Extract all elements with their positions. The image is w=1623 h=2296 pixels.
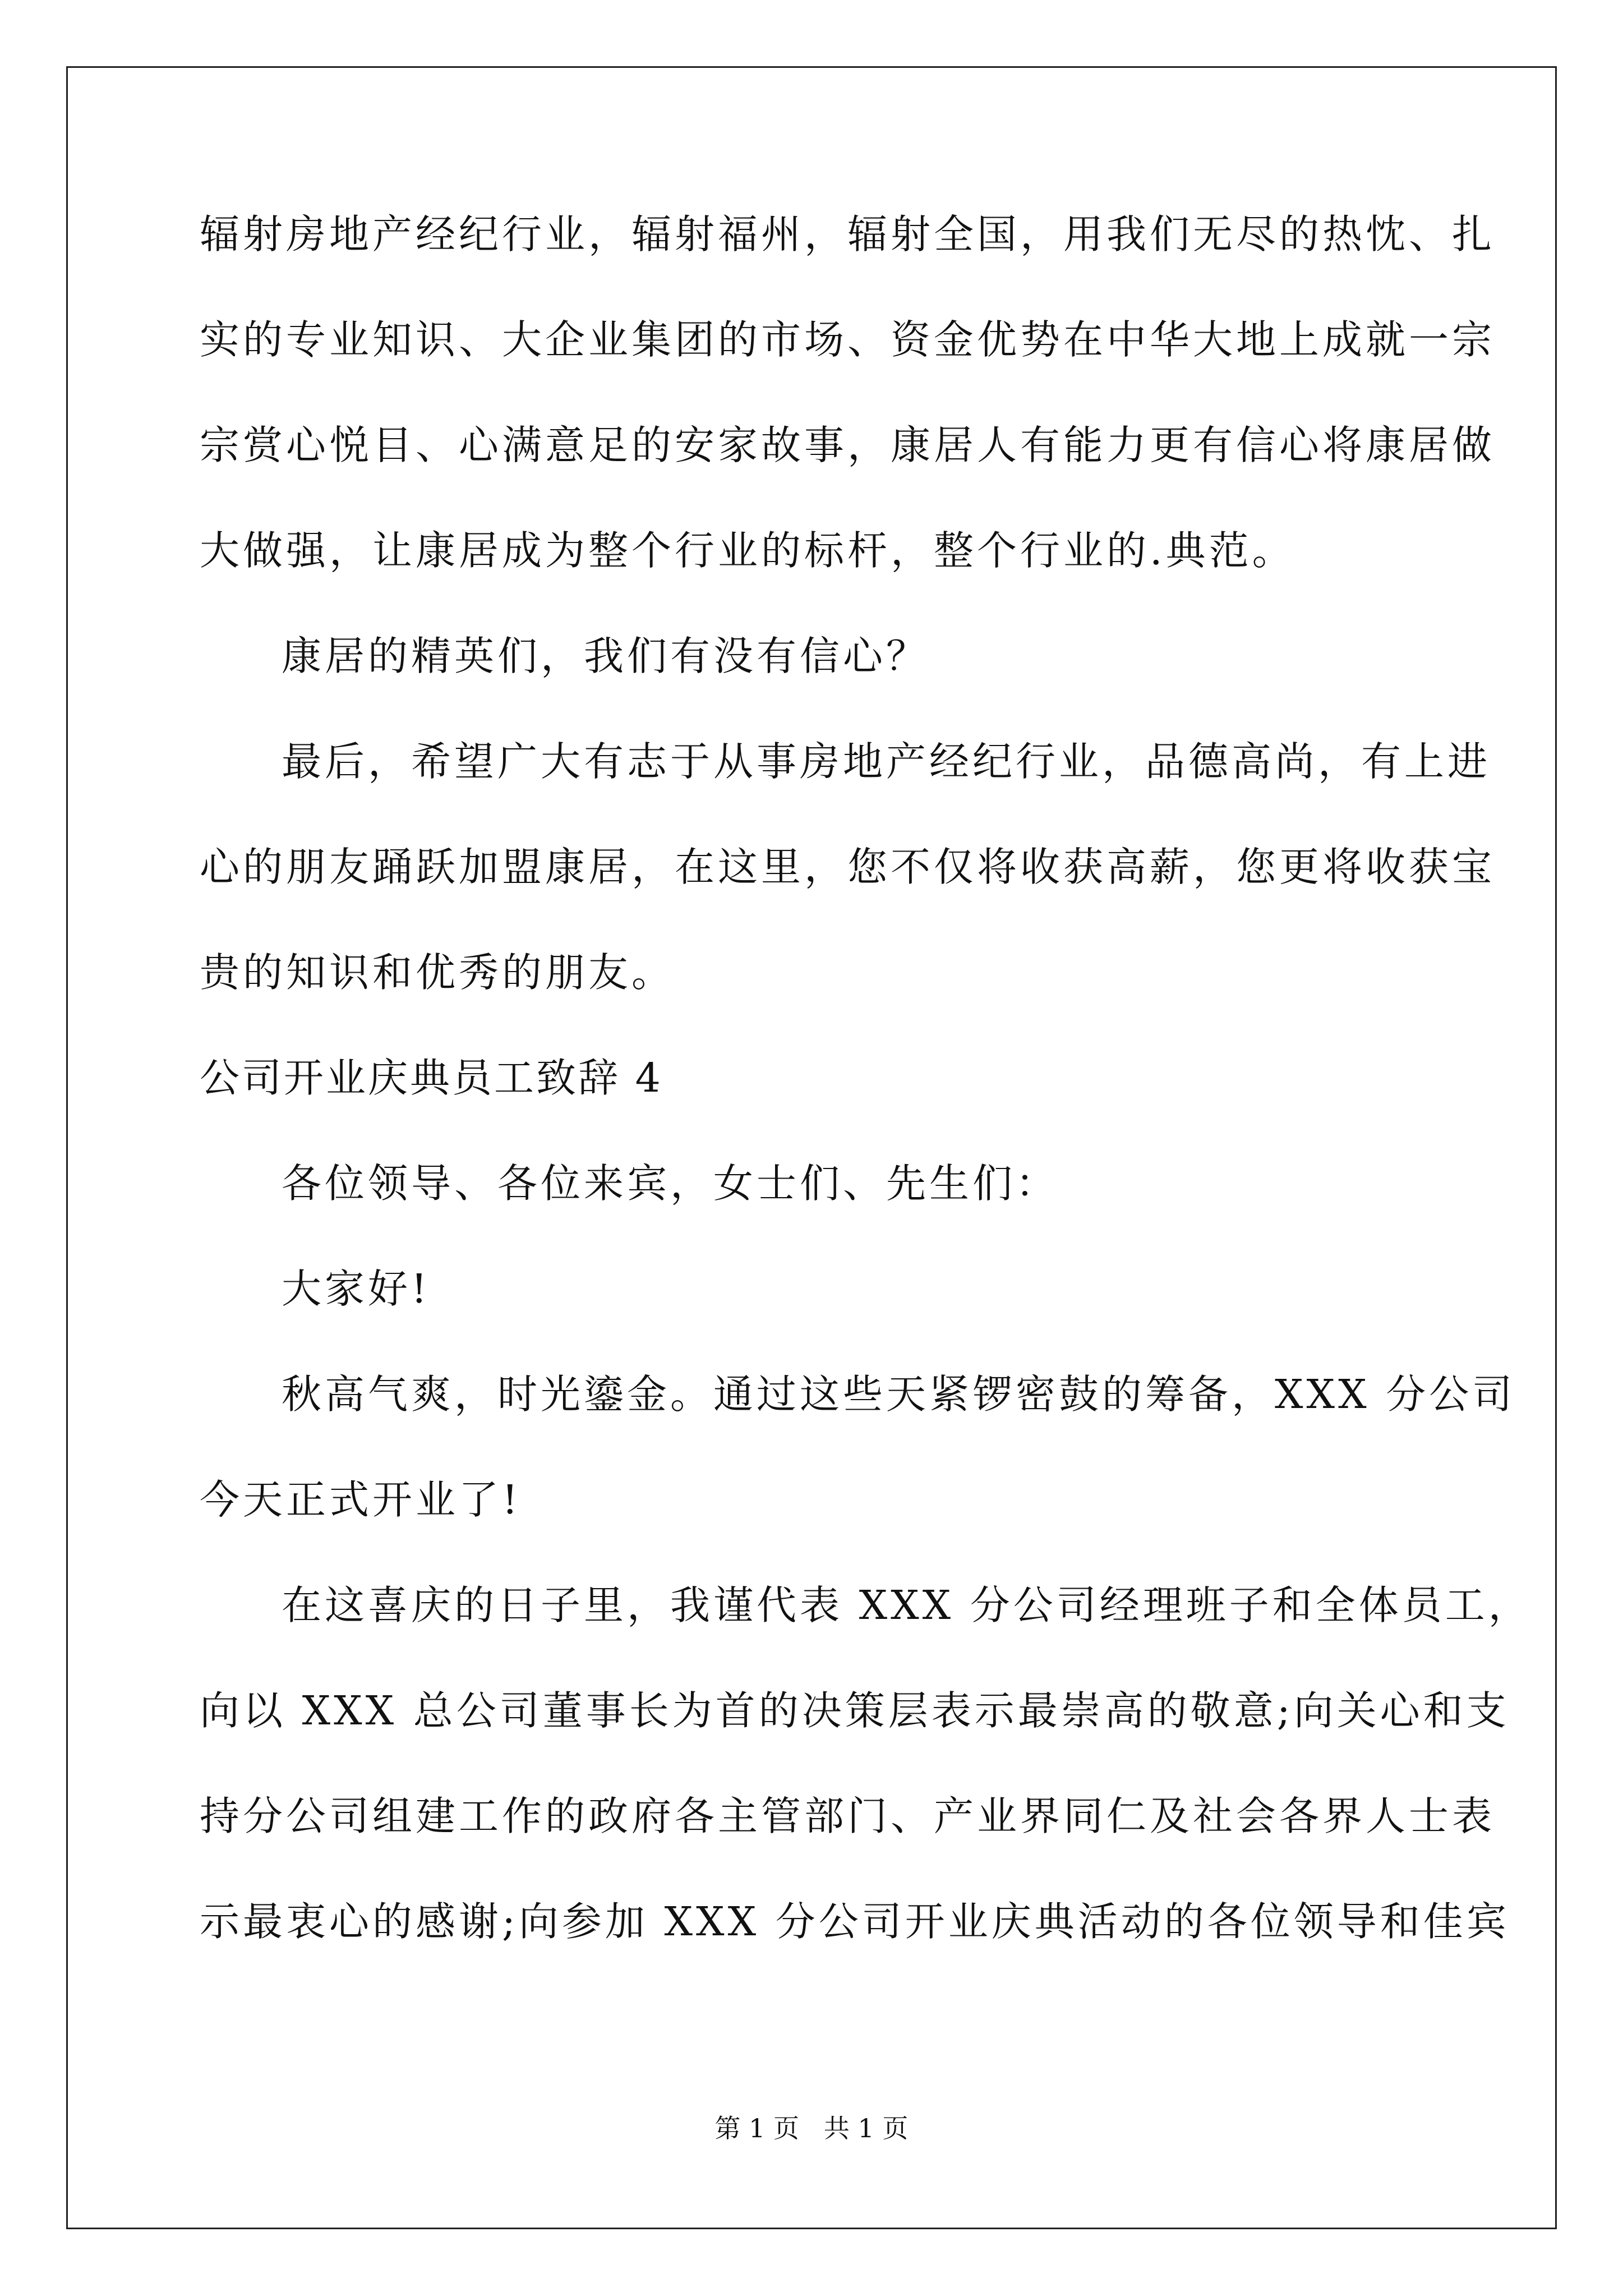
paragraph-line: 心的朋友踊跃加盟康居，在这里，您不仅将收获高薪，您更将收获宝 xyxy=(200,844,1496,890)
paragraph-line: 康居的精英们，我们有没有信心？ xyxy=(282,633,930,679)
paragraph-line: 今天正式开业了! xyxy=(200,1476,522,1523)
paragraph-line: 宗赏心悦目、心满意足的安家故事，康居人有能力更有信心将康居做 xyxy=(200,422,1496,468)
paragraph-line: 辐射房地产经纪行业，辐射福州，辐射全国，用我们无尽的热忱、扎 xyxy=(200,211,1496,257)
section-heading: 公司开业庆典员工致辞 4 xyxy=(200,1055,663,1101)
document-body xyxy=(200,208,1532,2000)
greeting-line: 大家好! xyxy=(282,1266,431,1312)
paragraph-line: 最后，希望广大有志于从事房地产经纪行业，品德高尚，有上进 xyxy=(282,738,1491,785)
paragraph-line: 持分公司组建工作的政府各主管部门、产业界同仁及社会各界人士表 xyxy=(200,1793,1496,1839)
paragraph-line: 秋高气爽，时光鎏金。通过这些天紧锣密鼓的筹备，XXX 分公司 xyxy=(282,1371,1516,1418)
paragraph-line: 贵的知识和优秀的朋友。 xyxy=(200,949,675,996)
paragraph-line: 实的专业知识、大企业集团的市场、资金优势在中华大地上成就一宗 xyxy=(200,316,1496,363)
paragraph-line: 示最衷心的感谢;向参加 XXX 分公司开业庆典活动的各位领导和佳宾 xyxy=(200,1898,1510,1945)
paragraph-line: 大做强，让康居成为整个行业的标杆，整个行业的.典范。 xyxy=(200,527,1295,574)
page-footer: 第 1 页 共 1 页 xyxy=(714,2113,909,2143)
salutation-line: 各位领导、各位来宾，女士们、先生们： xyxy=(282,1160,1059,1207)
paragraph-line: 在这喜庆的日子里，我谨代表 XXX 分公司经理班子和全体员工， xyxy=(282,1582,1532,1628)
paragraph-line: 向以 XXX 总公司董事长为首的决策层表示最崇高的敬意;向关心和支 xyxy=(200,1687,1510,1734)
